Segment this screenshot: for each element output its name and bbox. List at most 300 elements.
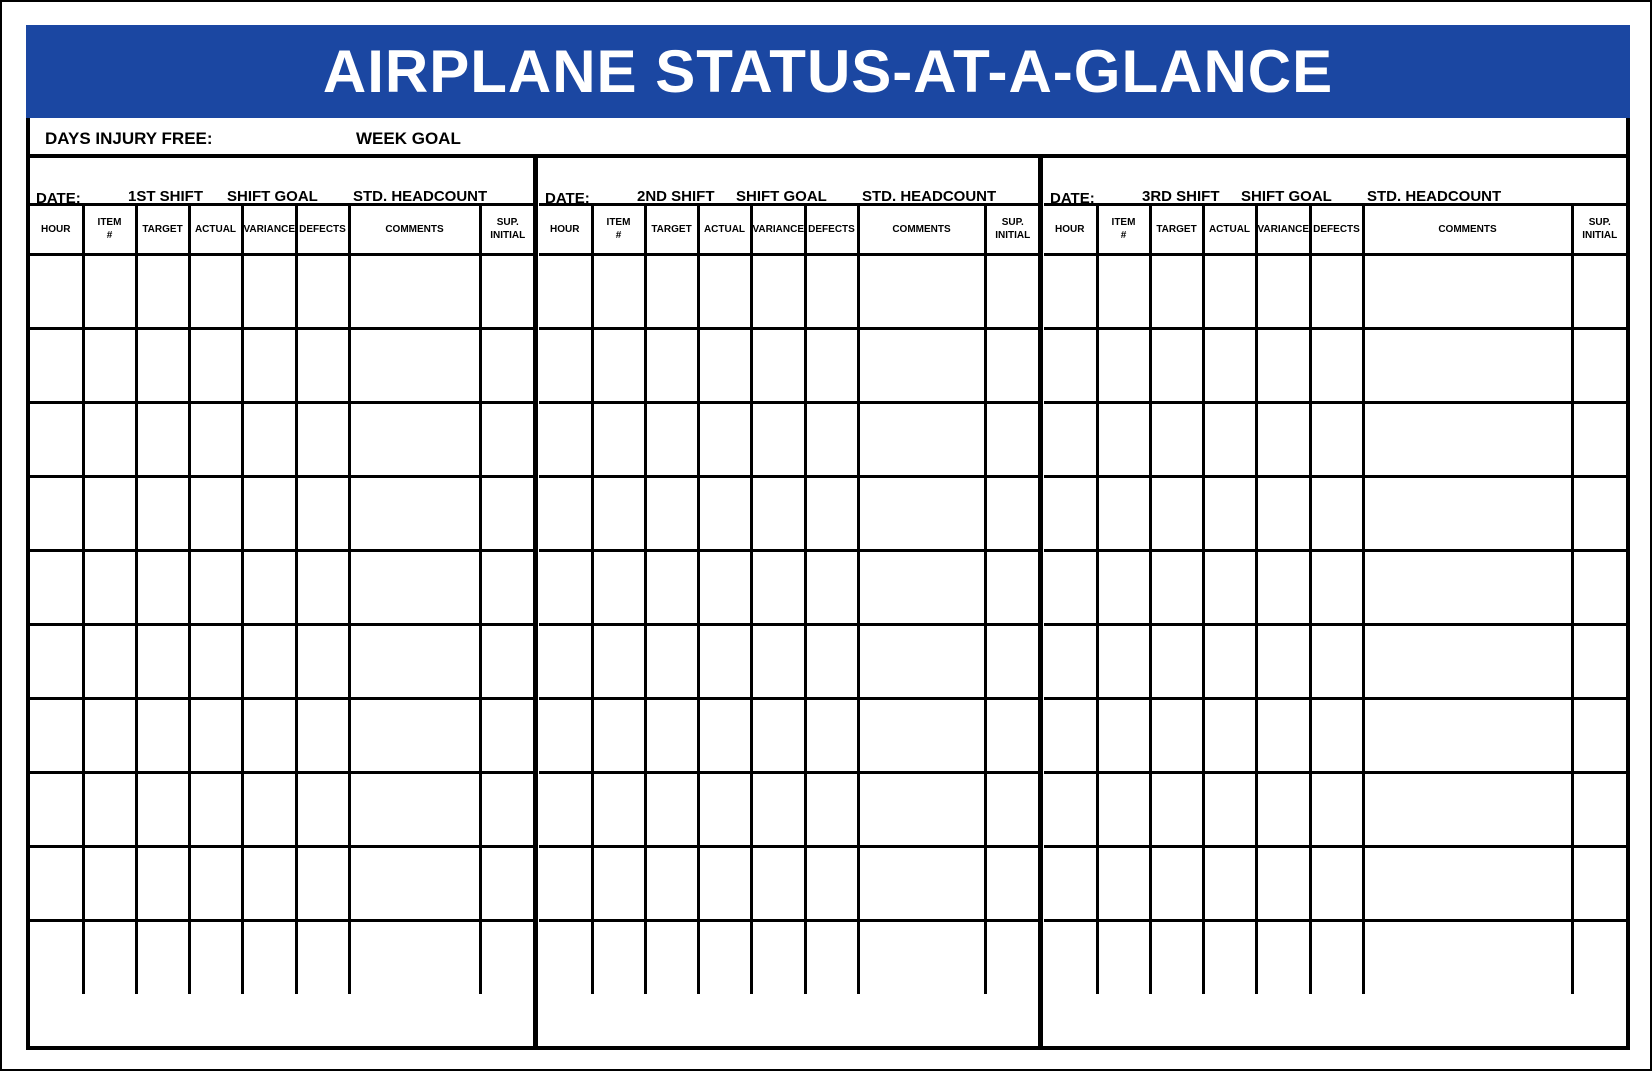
entry-cell[interactable] [1256, 550, 1310, 624]
column-header [539, 206, 592, 254]
column-header-row [1044, 206, 1626, 254]
entry-cell[interactable] [1203, 476, 1256, 550]
entry-cell[interactable] [592, 328, 645, 402]
entry-cell[interactable] [30, 328, 83, 402]
entry-cell[interactable] [1044, 254, 1097, 328]
entry-cell[interactable] [136, 920, 189, 994]
table-row [30, 920, 534, 994]
entry-cell[interactable] [751, 476, 805, 550]
entry-cell[interactable] [985, 254, 1039, 328]
entry-cell[interactable] [1256, 476, 1310, 550]
entry-cell[interactable] [1203, 254, 1256, 328]
entry-cell[interactable] [1572, 624, 1626, 698]
entry-cell[interactable] [1363, 254, 1572, 328]
entry-cell[interactable] [30, 772, 83, 846]
entry-cell[interactable] [30, 402, 83, 476]
entry-cell[interactable] [296, 476, 349, 550]
entry-cell[interactable] [858, 328, 985, 402]
entry-cell[interactable] [296, 698, 349, 772]
entry-cell[interactable] [1150, 328, 1203, 402]
entry-cell[interactable] [751, 698, 805, 772]
entry-cell[interactable] [805, 402, 858, 476]
entry-cell[interactable] [858, 402, 985, 476]
entry-cell[interactable] [858, 772, 985, 846]
entry-cell[interactable] [480, 402, 534, 476]
table-row [539, 772, 1039, 846]
entry-cell[interactable] [83, 254, 136, 328]
entry-cell[interactable] [1363, 402, 1572, 476]
entry-cell[interactable] [480, 772, 534, 846]
entry-cell[interactable] [189, 846, 242, 920]
entry-cell[interactable] [645, 550, 698, 624]
entry-cell[interactable] [1203, 772, 1256, 846]
entry-cell[interactable] [805, 920, 858, 994]
entry-cell[interactable] [1044, 846, 1097, 920]
entry-cell[interactable] [136, 476, 189, 550]
entry-cell[interactable] [645, 624, 698, 698]
entry-cell[interactable] [189, 698, 242, 772]
entry-cell[interactable] [698, 476, 751, 550]
entry-cell[interactable] [1203, 698, 1256, 772]
entry-cell[interactable] [1363, 328, 1572, 402]
column-header [30, 206, 83, 254]
entry-cell[interactable] [30, 698, 83, 772]
entry-cell[interactable] [1363, 772, 1572, 846]
entry-cell[interactable] [985, 920, 1039, 994]
table-row [30, 772, 534, 846]
entry-cell[interactable] [592, 476, 645, 550]
entry-cell[interactable] [189, 624, 242, 698]
entry-cell[interactable] [1203, 920, 1256, 994]
column-header [1310, 206, 1363, 254]
entry-cell[interactable] [242, 624, 296, 698]
column-header-label: ACTUAL [194, 223, 237, 235]
entry-cell[interactable] [985, 698, 1039, 772]
entry-cell[interactable] [1203, 550, 1256, 624]
table-row [539, 402, 1039, 476]
entry-cell[interactable] [1044, 624, 1097, 698]
entry-cell[interactable] [592, 920, 645, 994]
entry-cell[interactable] [1044, 550, 1097, 624]
entry-cell[interactable] [83, 920, 136, 994]
entry-cell[interactable] [751, 254, 805, 328]
entry-cell[interactable] [1363, 698, 1572, 772]
entry-cell[interactable] [985, 624, 1039, 698]
entry-cell[interactable] [480, 698, 534, 772]
column-header-label: TARGET [651, 223, 692, 235]
entry-cell[interactable] [1310, 402, 1363, 476]
entry-cell[interactable] [83, 624, 136, 698]
entry-cell[interactable] [539, 550, 592, 624]
entry-cell[interactable] [645, 920, 698, 994]
entry-cell[interactable] [1097, 772, 1150, 846]
entry-cell[interactable] [592, 698, 645, 772]
entry-cell[interactable] [480, 476, 534, 550]
entry-cell[interactable] [1256, 772, 1310, 846]
entry-cell[interactable] [242, 402, 296, 476]
entry-cell[interactable] [1363, 846, 1572, 920]
entry-cell[interactable] [1044, 772, 1097, 846]
entry-cell[interactable] [296, 772, 349, 846]
entry-cell[interactable] [539, 476, 592, 550]
page-title: AIRPLANE STATUS-AT-A-GLANCE [322, 38, 1334, 105]
entry-cell[interactable] [1310, 698, 1363, 772]
column-header [1044, 206, 1097, 254]
entry-cell[interactable] [1310, 328, 1363, 402]
entry-cell[interactable] [83, 846, 136, 920]
table-row [539, 698, 1039, 772]
entry-cell[interactable] [189, 328, 242, 402]
entry-cell[interactable] [805, 254, 858, 328]
entry-cell[interactable] [1044, 698, 1097, 772]
entry-cell[interactable] [296, 624, 349, 698]
entry-cell[interactable] [645, 476, 698, 550]
entry-cell[interactable] [539, 402, 592, 476]
entry-cell[interactable] [136, 254, 189, 328]
entry-cell[interactable] [242, 254, 296, 328]
table-row [539, 624, 1039, 698]
entry-cell[interactable] [1256, 254, 1310, 328]
column-header-label: TARGET [1156, 223, 1197, 235]
entry-cell[interactable] [349, 328, 480, 402]
entry-cell[interactable] [480, 920, 534, 994]
entry-cell[interactable] [1203, 328, 1256, 402]
column-header-label: COMMENTS [385, 223, 444, 235]
entry-cell[interactable] [985, 476, 1039, 550]
column-header [480, 206, 534, 254]
entry-cell[interactable] [539, 624, 592, 698]
entry-cell[interactable] [698, 698, 751, 772]
entry-cell[interactable] [189, 772, 242, 846]
entry-cell[interactable] [1572, 698, 1626, 772]
entry-cell[interactable] [136, 328, 189, 402]
entry-cell[interactable] [83, 550, 136, 624]
entry-cell[interactable] [1097, 402, 1150, 476]
entry-cell[interactable] [1150, 920, 1203, 994]
entry-cell[interactable] [985, 846, 1039, 920]
entry-cell[interactable] [1256, 402, 1310, 476]
table-row [1044, 698, 1626, 772]
entry-cell[interactable] [242, 476, 296, 550]
entry-cell[interactable] [1150, 476, 1203, 550]
table-row [30, 624, 534, 698]
entry-cell[interactable] [1150, 624, 1203, 698]
date-label: DATE: [36, 190, 81, 207]
date-label: DATE: [1050, 190, 1095, 207]
entry-cell[interactable] [349, 698, 480, 772]
entry-cell[interactable] [136, 846, 189, 920]
entry-cell[interactable] [751, 846, 805, 920]
entry-cell[interactable] [1150, 550, 1203, 624]
entry-cell[interactable] [985, 328, 1039, 402]
entry-cell[interactable] [480, 254, 534, 328]
table-row [539, 920, 1039, 994]
entry-cell[interactable] [805, 846, 858, 920]
entry-cell[interactable] [30, 550, 83, 624]
column-header-label-line2: INITIAL [995, 230, 1031, 242]
entry-cell[interactable] [136, 772, 189, 846]
entry-cell[interactable] [1363, 920, 1572, 994]
status-board [26, 25, 1630, 1050]
entry-cell[interactable] [1097, 550, 1150, 624]
panel-divider [533, 158, 538, 1050]
entry-cell[interactable] [1363, 624, 1572, 698]
entry-cell[interactable] [1097, 920, 1150, 994]
entry-cell[interactable] [30, 254, 83, 328]
column-header-label: ACTUAL [1208, 223, 1251, 235]
column-header-label: DEFECTS [808, 223, 855, 235]
shift-panel-2 [539, 158, 1039, 1046]
entry-cell[interactable] [1044, 402, 1097, 476]
entry-cell[interactable] [1256, 920, 1310, 994]
entry-cell[interactable] [645, 402, 698, 476]
entry-cell[interactable] [1572, 476, 1626, 550]
entry-cell[interactable] [645, 772, 698, 846]
entry-cell[interactable] [698, 772, 751, 846]
entry-cell[interactable] [296, 846, 349, 920]
entry-cell[interactable] [189, 550, 242, 624]
entry-cell[interactable] [1150, 402, 1203, 476]
entry-cell[interactable] [480, 328, 534, 402]
entry-cell[interactable] [805, 476, 858, 550]
entry-cell[interactable] [858, 550, 985, 624]
entry-cell[interactable] [1310, 624, 1363, 698]
entry-cell[interactable] [858, 846, 985, 920]
table-row [539, 476, 1039, 550]
column-header [1256, 206, 1310, 254]
entry-cell[interactable] [1097, 846, 1150, 920]
days-injury-free-label: DAYS INJURY FREE: [45, 129, 213, 148]
entry-cell[interactable] [242, 846, 296, 920]
entry-cell[interactable] [1310, 772, 1363, 846]
entry-cell[interactable] [1097, 698, 1150, 772]
table-row [1044, 772, 1626, 846]
entry-cell[interactable] [858, 920, 985, 994]
entry-cell[interactable] [1310, 550, 1363, 624]
entry-cell[interactable] [1310, 846, 1363, 920]
entry-cell[interactable] [189, 402, 242, 476]
entry-cell[interactable] [1256, 328, 1310, 402]
std-headcount-label: STD. HEADCOUNT [1367, 188, 1502, 205]
entry-cell[interactable] [645, 328, 698, 402]
column-header [349, 206, 480, 254]
entry-cell[interactable] [539, 698, 592, 772]
entry-cell[interactable] [1044, 476, 1097, 550]
entry-cell[interactable] [1150, 772, 1203, 846]
entry-cell[interactable] [1097, 624, 1150, 698]
column-header-label: ITEM [606, 217, 631, 229]
entry-cell[interactable] [1097, 476, 1150, 550]
entry-cell[interactable] [592, 846, 645, 920]
column-header-label: VARIANCE [752, 223, 804, 235]
entry-cell[interactable] [1203, 402, 1256, 476]
column-header [1363, 206, 1572, 254]
entry-cell[interactable] [30, 624, 83, 698]
entry-cell[interactable] [592, 624, 645, 698]
entry-cell[interactable] [296, 550, 349, 624]
entry-cell[interactable] [1572, 402, 1626, 476]
entry-cell[interactable] [83, 476, 136, 550]
entry-cell[interactable] [480, 846, 534, 920]
entry-cell[interactable] [751, 772, 805, 846]
entry-cell[interactable] [296, 328, 349, 402]
entry-cell[interactable] [296, 402, 349, 476]
entry-cell[interactable] [83, 698, 136, 772]
shift-name-label: 3RD SHIFT [1142, 188, 1220, 205]
entry-cell[interactable] [698, 920, 751, 994]
entry-cell[interactable] [242, 920, 296, 994]
entry-cell[interactable] [805, 772, 858, 846]
entry-cell[interactable] [1363, 476, 1572, 550]
entry-cell[interactable] [30, 920, 83, 994]
entry-cell[interactable] [1150, 254, 1203, 328]
entry-cell[interactable] [1572, 550, 1626, 624]
entry-cell[interactable] [83, 402, 136, 476]
column-header-label: SUP. [1001, 217, 1024, 229]
entry-cell[interactable] [592, 550, 645, 624]
table-row [1044, 402, 1626, 476]
table-row [1044, 624, 1626, 698]
entry-cell[interactable] [242, 550, 296, 624]
entry-cell[interactable] [592, 402, 645, 476]
shift-panel-header [30, 158, 534, 206]
table-row [30, 402, 534, 476]
panel-divider [1038, 158, 1043, 1050]
entry-cell[interactable] [242, 698, 296, 772]
entry-cell[interactable] [1044, 920, 1097, 994]
shift-goal-label: SHIFT GOAL [736, 188, 827, 205]
entry-cell[interactable] [1150, 846, 1203, 920]
entry-cell[interactable] [136, 402, 189, 476]
entry-cell[interactable] [242, 772, 296, 846]
entry-cell[interactable] [1310, 920, 1363, 994]
entry-cell[interactable] [858, 698, 985, 772]
entry-cell[interactable] [1097, 254, 1150, 328]
entry-cell[interactable] [645, 254, 698, 328]
column-header-label: HOUR [1055, 223, 1085, 235]
column-header-label: ITEM [1111, 217, 1136, 229]
entry-cell[interactable] [539, 254, 592, 328]
entry-cell[interactable] [349, 772, 480, 846]
entry-cell[interactable] [296, 920, 349, 994]
entry-cell[interactable] [698, 328, 751, 402]
column-header [645, 206, 698, 254]
entry-cell[interactable] [136, 624, 189, 698]
entry-cell[interactable] [480, 550, 534, 624]
entry-cell[interactable] [136, 550, 189, 624]
table-row [539, 254, 1039, 328]
entry-cell[interactable] [751, 328, 805, 402]
entry-cell[interactable] [1256, 698, 1310, 772]
entry-cell[interactable] [189, 920, 242, 994]
entry-cell[interactable] [349, 550, 480, 624]
entry-cell[interactable] [189, 254, 242, 328]
shift-tracking-table [539, 206, 1039, 994]
entry-cell[interactable] [349, 254, 480, 328]
entry-cell[interactable] [539, 920, 592, 994]
column-header-label: DEFECTS [1313, 223, 1360, 235]
entry-cell[interactable] [539, 772, 592, 846]
shift-goal-label: SHIFT GOAL [227, 188, 318, 205]
entry-cell[interactable] [83, 772, 136, 846]
entry-cell[interactable] [242, 328, 296, 402]
entry-cell[interactable] [1310, 254, 1363, 328]
column-header [1150, 206, 1203, 254]
entry-cell[interactable] [805, 624, 858, 698]
entry-cell[interactable] [296, 254, 349, 328]
entry-cell[interactable] [1256, 624, 1310, 698]
entry-cell[interactable] [698, 402, 751, 476]
entry-cell[interactable] [136, 698, 189, 772]
entry-cell[interactable] [1572, 772, 1626, 846]
entry-cell[interactable] [751, 550, 805, 624]
entry-cell[interactable] [1572, 254, 1626, 328]
column-header [985, 206, 1039, 254]
entry-cell[interactable] [698, 846, 751, 920]
entry-cell[interactable] [698, 624, 751, 698]
entry-cell[interactable] [985, 550, 1039, 624]
entry-cell[interactable] [30, 846, 83, 920]
entry-cell[interactable] [805, 550, 858, 624]
entry-cell[interactable] [985, 772, 1039, 846]
entry-cell[interactable] [539, 846, 592, 920]
entry-cell[interactable] [539, 328, 592, 402]
column-header [698, 206, 751, 254]
entry-cell[interactable] [698, 550, 751, 624]
entry-cell[interactable] [1363, 550, 1572, 624]
entry-cell[interactable] [349, 920, 480, 994]
entry-cell[interactable] [858, 254, 985, 328]
entry-cell[interactable] [189, 476, 242, 550]
table-row [539, 550, 1039, 624]
entry-cell[interactable] [858, 624, 985, 698]
entry-cell[interactable] [592, 772, 645, 846]
entry-cell[interactable] [592, 254, 645, 328]
entry-cell[interactable] [1572, 920, 1626, 994]
entry-cell[interactable] [751, 624, 805, 698]
entry-cell[interactable] [1256, 846, 1310, 920]
entry-cell[interactable] [751, 402, 805, 476]
entry-cell[interactable] [645, 698, 698, 772]
table-row [1044, 476, 1626, 550]
entry-cell[interactable] [858, 476, 985, 550]
entry-cell[interactable] [1097, 328, 1150, 402]
entry-cell[interactable] [349, 476, 480, 550]
entry-cell[interactable] [805, 328, 858, 402]
entry-cell[interactable] [985, 402, 1039, 476]
column-header-label: VARIANCE [1257, 223, 1309, 235]
entry-cell[interactable] [83, 328, 136, 402]
entry-cell[interactable] [349, 402, 480, 476]
entry-cell[interactable] [30, 476, 83, 550]
entry-cell[interactable] [1572, 846, 1626, 920]
entry-cell[interactable] [1044, 328, 1097, 402]
table-row [1044, 846, 1626, 920]
entry-cell[interactable] [1203, 846, 1256, 920]
entry-cell[interactable] [1310, 476, 1363, 550]
entry-cell[interactable] [698, 254, 751, 328]
column-header [592, 206, 645, 254]
entry-cell[interactable] [349, 846, 480, 920]
entry-cell[interactable] [349, 624, 480, 698]
entry-cell[interactable] [1150, 698, 1203, 772]
entry-cell[interactable] [480, 624, 534, 698]
entry-cell[interactable] [805, 698, 858, 772]
entry-cell[interactable] [751, 920, 805, 994]
entry-cell[interactable] [1572, 328, 1626, 402]
entry-cell[interactable] [1203, 624, 1256, 698]
entry-cell[interactable] [645, 846, 698, 920]
